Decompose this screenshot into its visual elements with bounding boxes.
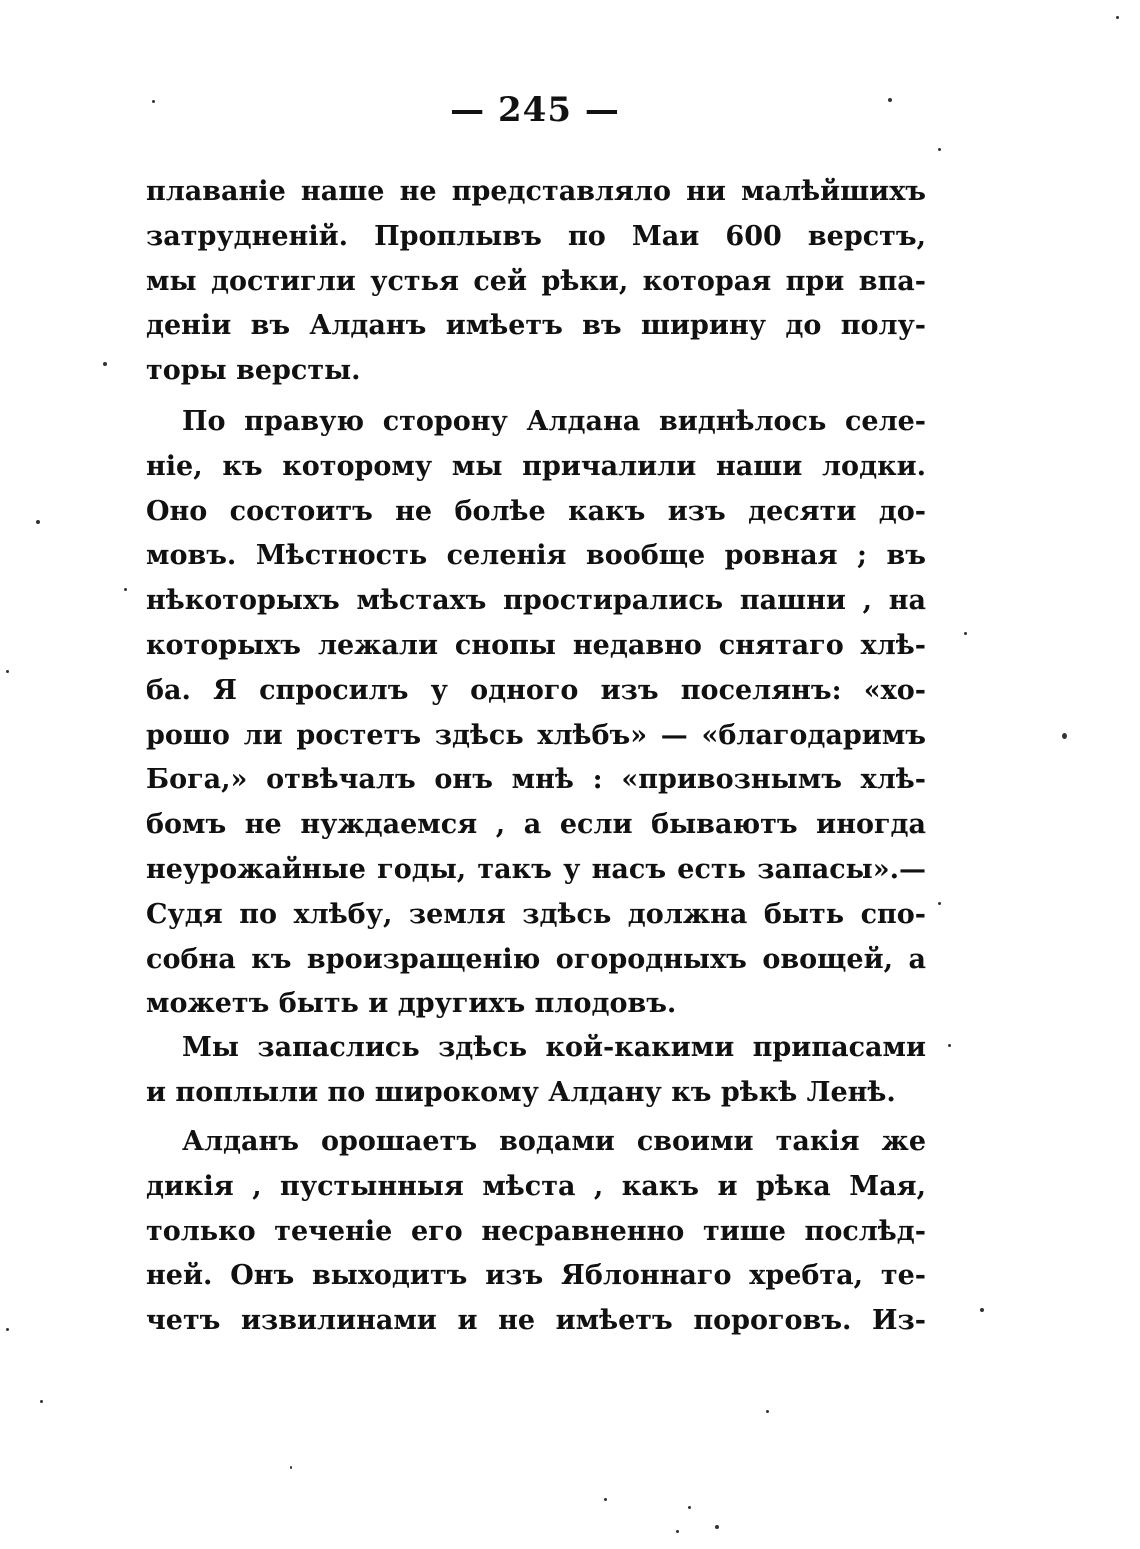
- text-line: нѣкоторыхъ мѣстахъ простирались пашни , на: [146, 585, 926, 617]
- paragraph-1: [146, 170, 926, 394]
- text-line: Мы запаслись здѣсь кой-какими припасами: [182, 1032, 926, 1063]
- text-line: Бога,» отвѣчалъ онъ мнѣ : «привознымъ хлѣ-: [146, 764, 926, 796]
- speck: [938, 902, 941, 905]
- text-line: мовъ. Мѣстность селенія вообще ровная ; въ: [146, 540, 926, 572]
- text-line: можетъ быть и другихъ плодовъ.: [146, 988, 677, 1020]
- speck: [290, 1466, 292, 1469]
- page-number: — 245 —: [450, 90, 620, 130]
- text-line: плаваніе наше не представляло ни малѣйшихъ: [146, 176, 926, 207]
- speck: [6, 1328, 9, 1331]
- text-line: Алданъ орошаетъ водами своими такія же: [182, 1126, 926, 1157]
- text-line: дикія , пустынныя мѣста , какъ и рѣка Мая,: [146, 1170, 926, 1202]
- speck: [103, 362, 107, 366]
- speck: [1116, 16, 1119, 19]
- text-line: мы достигли устья сей рѣки, которая при впа-: [146, 265, 926, 297]
- speck: [6, 670, 9, 673]
- speck: [938, 148, 941, 151]
- speck: [676, 1530, 679, 1533]
- speck: [124, 588, 127, 591]
- speck: [964, 632, 967, 635]
- speck: [980, 1308, 984, 1312]
- text-line: ба. Я спросилъ у одного изъ поселянъ: «хо-: [146, 674, 926, 706]
- speck: [152, 100, 155, 103]
- text-line: бомъ не нуждаемся , а если бываютъ иногда: [146, 809, 926, 841]
- text-line: рошо ли ростетъ здѣсь хлѣбъ» — «благодаримъ: [146, 719, 926, 751]
- paragraph-2: [146, 400, 926, 1027]
- speck: [604, 1498, 607, 1501]
- speck: [36, 520, 40, 524]
- paragraph-4: [146, 1120, 926, 1344]
- text-line: По правую сторону Алдана виднѣлось селе-: [182, 406, 926, 437]
- speck: [948, 1044, 951, 1047]
- paragraph-3: [146, 1026, 926, 1116]
- text-line: ніе, къ которому мы причалили наши лодки.: [146, 450, 926, 482]
- text-line: Оно состоитъ не болѣе какъ изъ десяти до-: [146, 495, 926, 527]
- text-line: торы версты.: [146, 355, 361, 387]
- speck: [40, 1400, 43, 1403]
- text-line: собна къ вроизращенію огородныхъ овощей, а: [146, 943, 926, 975]
- text-line: ней. Онъ выходитъ изъ Яблоннаго хребта, те-: [146, 1260, 926, 1292]
- text-line: деніи въ Алданъ имѣетъ въ ширину до полу-: [146, 310, 926, 342]
- speck: [888, 98, 892, 102]
- text-line: четъ извилинами и не имѣетъ пороговъ. Из-: [146, 1305, 926, 1337]
- text-line: только теченіе его несравненно тише послѣд-: [146, 1215, 926, 1247]
- speck: [688, 1506, 691, 1509]
- text-line: которыхъ лежали снопы недавно снятаго хлѣ-: [146, 629, 926, 661]
- text-line: затрудненій. Проплывъ по Маи 600 верстъ,: [146, 220, 926, 252]
- text-line: Судя по хлѣбу, земля здѣсь должна быть спо-: [146, 898, 926, 930]
- text-line: неурожайные годы, такъ у насъ есть запасы».—: [146, 853, 926, 885]
- speck: [766, 1410, 769, 1413]
- speck: [715, 1525, 719, 1529]
- text-line: и поплыли по широкому Алдану къ рѣкѣ Ленѣ.: [146, 1076, 896, 1108]
- speck: [1062, 733, 1067, 739]
